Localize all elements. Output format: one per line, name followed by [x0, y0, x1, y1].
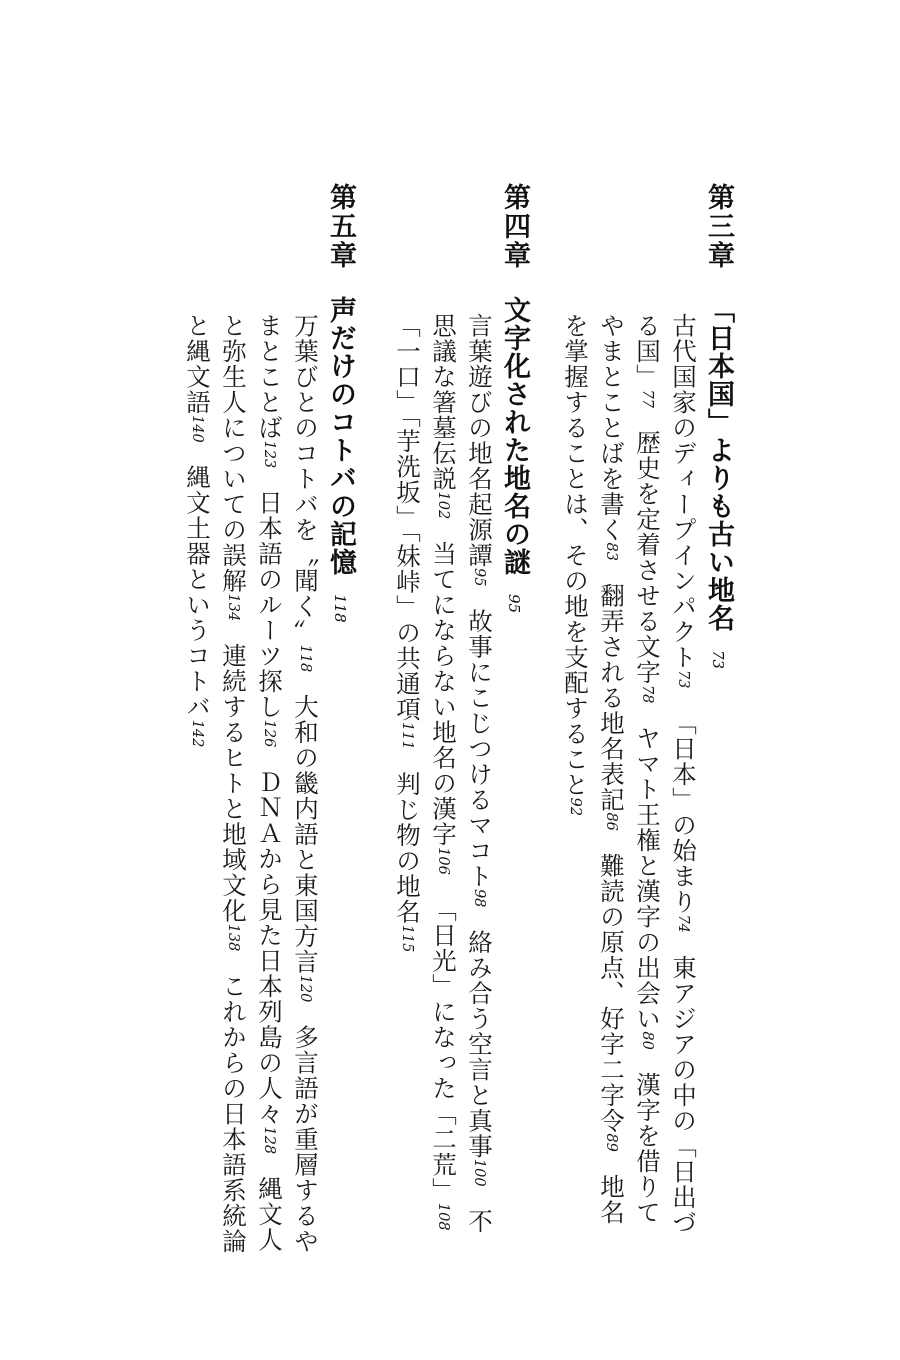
entry-gap	[407, 750, 408, 772]
toc-entry-text: 翻弄される地名表記	[597, 582, 626, 813]
chapter-3-title-page: 73	[709, 650, 727, 670]
toc-entry-text: ＤＮＡから見た日本列島の人々	[255, 769, 284, 1127]
chapter-5-title	[320, 296, 360, 623]
chapter-5-line-4	[178, 313, 216, 747]
toc-entry-page: 138	[225, 923, 241, 952]
toc-entry-page: 128	[261, 1126, 277, 1155]
entry-gap	[479, 1187, 480, 1209]
chapter-5-title-page: 118	[331, 594, 349, 623]
entry-gap	[611, 561, 612, 583]
toc-entry-text: 東アジアの中の「日出づ	[669, 954, 698, 1236]
toc-entry-page: 73	[675, 670, 691, 689]
chapter-5-label: 第五章	[325, 183, 356, 270]
chapter-4-title-text: 文字化された地名の謎	[499, 296, 530, 576]
entry-gap	[611, 831, 612, 853]
toc-entry-text: 万葉びとのコトバを〝聞く〟	[291, 313, 320, 645]
toc-entry-page: 89	[603, 1133, 619, 1152]
toc-entry-text: と縄文語	[183, 313, 212, 415]
toc-entry-page: 78	[639, 684, 655, 704]
toc-entry-page: 134	[225, 593, 241, 622]
chapter-4-title	[494, 296, 534, 613]
chapter-3-title	[698, 296, 738, 669]
toc-entry-text: 日本語のルーツ探し	[255, 490, 284, 720]
toc-entry-page: 142	[189, 719, 205, 748]
entry-gap	[305, 1002, 306, 1024]
toc-entry-text: 大和の畿内語と東国方言	[291, 694, 320, 975]
toc-entry-text: 当てにならない地名の漢字	[429, 541, 458, 848]
toc-entry-page: 83	[603, 542, 619, 561]
entry-gap	[647, 1050, 648, 1072]
chapter-3-title-text: 「日本国」よりも古い地名	[703, 296, 734, 632]
chapter-5-line-1	[286, 313, 324, 1254]
chapter-3-label: 第三章	[703, 183, 734, 270]
toc-entry-page: 111	[399, 722, 415, 750]
toc-entry-text: 古代国家のディープインパクト	[669, 313, 698, 670]
toc-entry-text: 「日光」になった「二荒」	[429, 896, 458, 1203]
toc-entry-text: 連続するヒトと地域文化	[219, 643, 248, 924]
chapter-3-line-1	[664, 313, 702, 1235]
chapter-4-title-page: 95	[505, 594, 523, 614]
toc-entry-text: 難読の原点、好字二字令	[597, 852, 626, 1134]
chapter-3-line-2	[628, 313, 666, 1225]
toc-entry-page: 115	[399, 924, 415, 953]
chapter-4-label: 第四章	[499, 183, 530, 270]
entry-gap	[443, 519, 444, 541]
toc-entry-text: 多言語が重層するや	[291, 1024, 320, 1254]
entry-gap	[647, 703, 648, 725]
toc-entry-page: 126	[261, 719, 277, 748]
toc-entry-text: 絡み合う空言と真事	[465, 929, 494, 1159]
toc-entry-text: 縄文人	[255, 1176, 284, 1253]
toc-entry-text: る国」	[633, 313, 662, 390]
entry-gap	[443, 875, 444, 897]
chapter-3-line-3	[592, 313, 630, 1225]
chapter-5-title-text: 声だけのコトバの記憶	[325, 296, 356, 576]
entry-gap	[479, 907, 480, 929]
toc-entry-text: 思議な箸墓伝説	[429, 313, 458, 492]
toc-entry-text: 歴史を定着させる文字	[633, 429, 662, 685]
toc-entry-page: 106	[435, 847, 451, 875]
entry-gap	[683, 688, 684, 710]
toc-entry-page: 80	[639, 1031, 655, 1050]
chapter-4-line-3	[388, 313, 426, 952]
entry-gap	[305, 672, 306, 694]
entry-gap	[647, 408, 648, 430]
toc-entry-text: やまとことばを書く	[597, 313, 626, 543]
toc-entry-text: これからの日本語系統論	[219, 973, 248, 1254]
toc-entry-text: 「日本」の始まり	[669, 710, 698, 915]
toc-entry-page: 86	[603, 812, 619, 831]
toc-entry-text: 「一口」「芋洗坂」「妹峠」の共通項	[393, 313, 422, 722]
chapter-3-line-4	[556, 313, 594, 816]
toc-entry-page: 77	[639, 389, 655, 408]
toc-entry-text: 言葉遊びの地名起源譚	[465, 313, 494, 568]
toc-entry-page: 123	[261, 440, 277, 469]
entry-gap	[611, 1152, 612, 1174]
toc-entry-page: 108	[435, 1202, 451, 1231]
entry-gap	[479, 586, 480, 608]
toc-entry-text: 縄文土器というコトバ	[183, 464, 212, 720]
chapter-5-line-2	[250, 313, 288, 1253]
toc-entry-page: 102	[435, 491, 451, 520]
entry-gap	[233, 621, 234, 643]
toc-entry-text: 判じ物の地名	[393, 771, 422, 925]
toc-entry-text: まとことば	[255, 313, 284, 441]
entry-gap	[233, 951, 234, 973]
toc-entry-page: 140	[189, 415, 205, 443]
toc-entry-text: と弥生人についての誤解	[219, 313, 248, 594]
chapter-4-line-2	[424, 313, 462, 1231]
toc-entry-text: ヤマト王権と漢字の出会い	[633, 725, 662, 1032]
toc-entry-page: 98	[471, 888, 487, 908]
toc-entry-page: 95	[471, 568, 487, 587]
toc-entry-page: 74	[675, 914, 691, 933]
toc-entry-text: を掌握することは、その地を支配すること	[561, 313, 590, 798]
entry-gap	[197, 443, 198, 465]
entry-gap	[269, 747, 270, 769]
toc-entry-text: 不	[465, 1208, 494, 1235]
chapter-5-line-3	[214, 313, 252, 1254]
entry-gap	[269, 468, 270, 490]
entry-gap	[683, 933, 684, 955]
chapter-4-line-1	[460, 313, 498, 1234]
toc-entry-page: 120	[297, 974, 313, 1003]
toc-entry-text: 地名	[597, 1173, 626, 1225]
toc-entry-page: 100	[471, 1158, 487, 1187]
entry-gap	[269, 1154, 270, 1176]
toc-entry-text: 漢字を借りて	[633, 1071, 662, 1225]
toc-entry-text: 故事にこじつけるマコト	[465, 608, 494, 889]
toc-entry-page: 92	[567, 797, 583, 816]
toc-entry-page: 118	[297, 644, 313, 673]
